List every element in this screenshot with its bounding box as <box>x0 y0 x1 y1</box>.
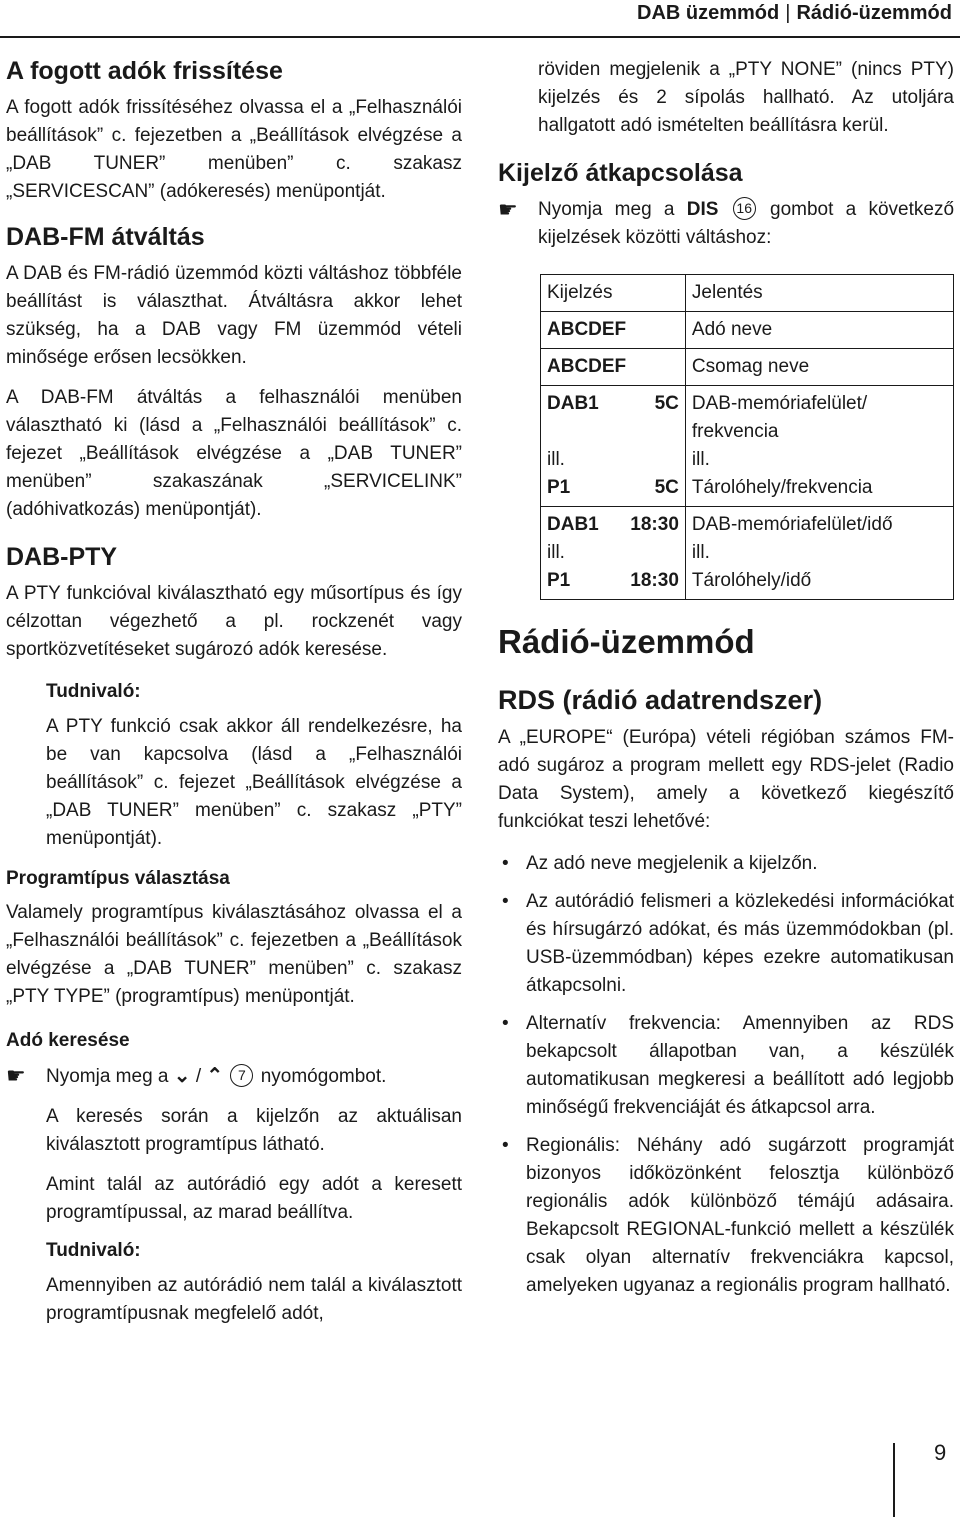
step-search <box>6 1062 462 1091</box>
chevron-up-icon: ⌃ <box>206 1065 224 1088</box>
section-title-refresh: A fogott adók frissítése <box>6 57 283 85</box>
paragraph-continued: röviden megjelenik a „PTY NONE” (nincs PTY) kijelzés és 2 sípolás hallható. Az utoljára hallgatott adó ismételten beállításra kerül. <box>538 59 954 136</box>
button-number-badge: 7 <box>230 1064 253 1087</box>
list-item: • Regionális: Néhány adó sugárzott programját bizonyos időközönként felosztja különböző regionális adók különböző témájú adásaira. Bekapcsolt REGIONAL-funkció mellett a készülék csak olyan alternatív frekvenciákra kapcsol, amelyeken ugyanaz a regionális program hallható. <box>498 1132 954 1300</box>
right-column <box>498 56 954 1310</box>
step-search-text: Nyomja meg a ⌄ / ⌃ 7 nyomógombot. <box>46 1065 387 1088</box>
left-column <box>6 56 462 1340</box>
list-item: • Az adó neve megjelenik a kijelzőn. <box>498 850 954 878</box>
rds-feature-list <box>498 850 954 1300</box>
paragraph-search-1: A keresés során a kijelzőn az aktuálisan kiválasztott programtípus látható. <box>46 1106 462 1156</box>
button-number-badge: 16 <box>733 197 756 220</box>
table-row <box>541 312 954 349</box>
table-cell-meaning: DAB-memóriafelület/ frekvencia ill. Tárolóhely/frekvencia <box>685 386 953 507</box>
step-display-text: Nyomja meg a DIS 16 gombot a következő kijelzések közötti váltáshoz: <box>538 199 955 248</box>
note-label-search: Tudnivaló: <box>46 1240 141 1262</box>
table-cell-display: ABCDEF <box>541 312 686 349</box>
table-row <box>541 386 954 507</box>
header-separator: | <box>785 2 791 24</box>
table-cell-meaning: DAB-memóriafelület/idő ill. Tárolóhely/idő <box>685 507 953 600</box>
section-title-display-switch: Kijelző átkapcsolása <box>498 159 743 187</box>
page-header <box>0 0 960 38</box>
paragraph-search-2: Amint talál az autórádió egy adót a keresett programtípussal, az marad beállítva. <box>46 1174 462 1224</box>
display-table <box>540 274 954 600</box>
section-title-search: Adó keresése <box>6 1030 130 1052</box>
paragraph-rds: A „EUROPE“ (Európa) vételi régióban számos FM-adó sugároz a program mellett egy RDS-jelet (Radio Data System), amely a következő kiegészítő funkciókat teszi lehetővé: <box>498 726 954 832</box>
table-header-row <box>541 275 954 312</box>
note-label-pty: Tudnivaló: <box>46 681 141 702</box>
table-cell-meaning: Csomag neve <box>685 349 953 386</box>
header-section: DAB üzemmód <box>637 2 780 24</box>
list-item: • Alternatív frekvencia: Amennyiben az RDS bekapcsolt állapotban van, a készülék automatikusan megkeresi a beállított adó legjobb minőségű frekvenciáját és átkapcsol arra. <box>498 1010 954 1122</box>
page-number: 9 <box>934 1440 947 1465</box>
table-header-meaning: Jelentés <box>685 275 953 312</box>
section-title-program-type: Programtípus választása <box>6 867 230 889</box>
list-item: • Az autórádió felismeri a közlekedési információkat és hírsugárzó adókat, és más üzemmódokban (pl. USB-üzemmódban) képes ezekre automatikusan átkapcsolni. <box>498 888 954 1000</box>
section-title-dab-pty: DAB-PTY <box>6 543 118 571</box>
step-display-switch <box>498 196 954 252</box>
header-title <box>637 2 952 25</box>
table-cell-display: ABCDEF <box>541 349 686 386</box>
paragraph-program-type: Valamely programtípus kiválasztásához olvassa el a „Felhasználói beállítások” c. fejezetben a „Beállítások elvégzése a „DAB TUNER” menüben” c. szakasz „PTY TYPE” (programtípus) menüpontját. <box>6 902 462 1008</box>
section-title-radio-mode: Rádió-üzemmód <box>498 623 755 660</box>
paragraph-dab-fm-1: A DAB és FM-rádió üzemmód közti váltáshoz többféle beállítást is választhat. Átváltásra akkor lehet szükség, ha a DAB vagy FM üzemmód vételi minősége erősen lecsökken. <box>6 263 462 368</box>
note-text-search: Amennyiben az autórádió nem talál a kiválasztott programtípusnak megfelelő adót, <box>46 1274 462 1324</box>
section-title-rds: RDS (rádió adatrendszer) <box>498 684 823 715</box>
pointing-hand-icon: ☛ <box>498 197 518 222</box>
pointing-hand-icon: ☛ <box>6 1063 26 1089</box>
paragraph-refresh: A fogott adók frissítéséhez olvassa el a „Felhasználói beállítások” c. fejezetben a „Beállítások elvégzése a „DAB TUNER” menüben” c. szakasz „SERVICESCAN” (adókeresés) menüpontját. <box>6 97 462 202</box>
chevron-down-icon: ⌄ <box>173 1065 191 1088</box>
table-row <box>541 507 954 600</box>
table-cell-meaning: Adó neve <box>685 312 953 349</box>
page-number-rule <box>893 1443 895 1517</box>
paragraph-dab-fm-2: A DAB-FM átváltás a felhasználói menüben választható ki (lásd a „Felhasználói beállítások” c. fejezet „Beállítások elvégzése a „DAB TUNER” menüben” szakaszának „SERVICELINK” (adóhivatkozás) menüpontját). <box>6 387 462 520</box>
dis-button-label: DIS <box>686 199 719 220</box>
table-cell-display: DAB1 18:30 ill. P1 18:30 <box>541 507 686 600</box>
note-text-pty: A PTY funkció csak akkor áll rendelkezésre, ha be van kapcsolva (lásd a „Felhasználói beállítások” c. fejezet „Beállítások elvégzése a „DAB TUNER” menüben” c. szakasz „PTY” menüpontját). <box>46 715 462 849</box>
table-header-display: Kijelzés <box>541 275 686 312</box>
section-title-dab-fm: DAB-FM átváltás <box>6 223 205 251</box>
paragraph-dab-pty: A PTY funkcióval kiválasztható egy műsortípus és így célzottan végezhető a pl. rockzenét vagy sportközvetítéseket sugározó adók keresése. <box>6 583 462 660</box>
table-cell-display: DAB1 5C ill. P1 5C <box>541 386 686 507</box>
header-subsection: Rádió-üzemmód <box>796 2 952 24</box>
table-row <box>541 349 954 386</box>
